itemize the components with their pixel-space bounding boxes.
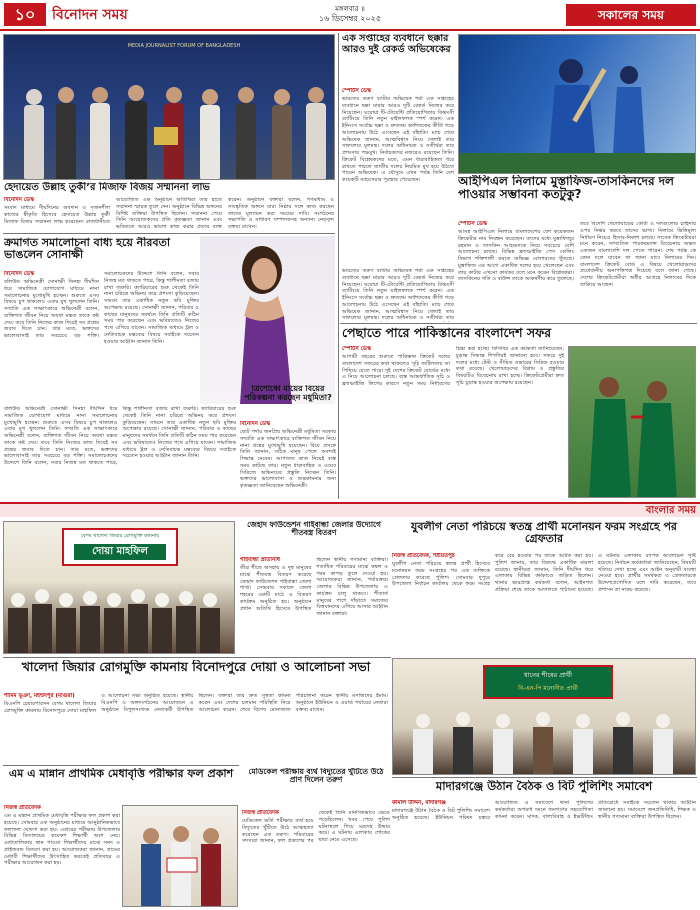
shitbastra-headline: জেহাদ ফাউন্ডেশন গাইবান্ধা জেলার উদ্যোগে শীতবস্ত্র বিতরণ xyxy=(247,521,381,538)
dowa-banner-line1: বেগম খালেদা জিয়ার রোগমুক্তি কামনায় xyxy=(80,533,160,539)
divider xyxy=(340,323,697,324)
records-body xyxy=(342,88,454,266)
award-byline: বিনোদন ডেস্ক xyxy=(4,197,35,203)
dowa-body xyxy=(4,693,388,763)
page-number-box xyxy=(4,3,46,26)
shitbastra-body xyxy=(240,557,388,655)
sonakshi-byline: বিনোদন ডেস্ক xyxy=(4,271,35,277)
scholar-body-text: এম এ মান্নান প্রাথমিক মেধাবৃত্তি পরীক্ষার ফল প্রকাশ করা হয়েছে। সোমবার এক অনুষ্ঠানের মাধ্যমে আনুষ্ঠানিকভাবে ফলাফল ঘোষণা করা হয়। এবারের পরীক্ষায় উপজেলার বিভিন্ন বিদ্যালয়ের কয়েকশ শিক্ষার্থী অংশ নেয়। মেধাতালিকায় স্থান পাওয়া শিক্ষার্থীদের মাঝে সনদ ও প্রাইজবন্ড বিতরণ করা হয়। আয়োজকরা জানান, গ্রামের মেধাবী শিক্ষার্থীদের উৎসাহিত করতেই প্রতিবছর এ পরীক্ষার আয়োজন করা হয়। xyxy=(4,813,120,867)
scholar-headline: এম এ মান্নান প্রাথমিক মেধাবৃত্তি পরীক্ষার ফল প্রকাশ xyxy=(8,768,234,780)
samabesh-headline: মাদারগঞ্জে উঠান বৈঠক ও বিট পুলিশিং সমাবেশ xyxy=(435,780,653,793)
masthead-rule xyxy=(0,29,700,31)
samabesh-body-text: মাদারগঞ্জে উঠান বৈঠক ও বিট পুলিশিং সমাবেশ অনুষ্ঠিত হয়েছে। ইউনিয়ন পরিষদ চত্বরে আয়োজিত এ সমাবেশে থানা পুলিশের কর্মকর্তারা অপরাধ দমনে জনগণের সহযোগিতা কামনা করেন। মাদক, বাল্যবিবাহ ও ইভটিজিং প্রতিরোধে সবাইকে সচেতন থাকার আহ্বান জানানো হয়। সমাবেশে জনপ্রতিনিধি, শিক্ষক ও স্থানীয় গণ্যমান্য ব্যক্তিরা উপস্থিত ছিলেন। xyxy=(392,800,696,821)
kajol-headline: ত্রিশোর্ধ্বে মায়ের বিয়ের পরিকল্পনা করছেন মধুমিতা? xyxy=(244,385,332,402)
medical-byline: নিজস্ব প্রতিবেদক xyxy=(242,810,279,816)
records-byline: স্পোর্টস ডেস্ক xyxy=(342,88,371,94)
date-line-date: ১৬ ডিসেম্বর ২০২৫ xyxy=(318,14,382,23)
scholar-photo xyxy=(122,805,238,907)
scholar-people-figures xyxy=(123,806,238,907)
chair-banner-line2: বি-এন-পি মনোনীত প্রার্থী xyxy=(518,685,578,692)
samabesh-body xyxy=(392,800,696,907)
sonakshi-body-lower xyxy=(4,406,236,498)
sonakshi-body-text: বলিউড অভিনেত্রী সোনাক্ষী সিনহা দীর্ঘদিন ধরে সামাজিক যোগাযোগ মাধ্যমে নানা সমালোচনার মুখোমুখি হচ্ছেন। শুরুতে এসব বিষয়ে চুপ থাকলেও এবার মুখ খুললেন তিনি। সম্প্রতি এক সাক্ষাৎকারে অভিনেত্রী বলেন, ব্যক্তিগত জীবন নিয়ে অযথা মন্তব্য তাকে কষ্ট দেয়। তবে তিনি নিজের কাজ দিয়েই সব প্রশ্নের জবাব দিতে চান। তার মতে, ভক্তদের ভালোবাসাই তার সবচেয়ে বড় শক্তি। সমালোচকদের উদ্দেশে তিনি বলেন, সবার নিজস্ব মত থাকতে পারে, কিন্তু শালীনতা বজায় রাখা জরুরি। ক্যারিয়ারের শুরু থেকেই তিনি নানা চরিত্রে অভিনয় করে প্রশংসা কুড়িয়েছেন। সামনে তার একাধিক নতুন ছবি মুক্তির অপেক্ষায় রয়েছে। সোনাক্ষী জানান, পরিবার ও কাছের মানুষদের সমর্থনে তিনি প্রতিটি কঠিন সময় পার করেছেন এবং ভবিষ্যতেও নিজের পথে এগিয়ে যাবেন। সামাজিক মাধ্যমে ট্রল ও নেতিবাচক মন্তব্যের বিষয়ে সবাইকে সচেতন হওয়ার আহ্বান জানান তিনি। xyxy=(4,271,199,345)
kajol-body-text: ছোট পর্দার জনপ্রিয় অভিনেত্রী মধুমিতা সরকার সম্প্রতি এক সাক্ষাৎকারে ব্যক্তিগত জীবন নিয়ে নানা প্রশ্নের মুখোমুখি হয়েছেন। বিয়ে প্রসঙ্গে তিনি জানান, সঠিক মানুষ পেলে অবশ্যই সিদ্ধান্ত নেবেন। আপাতত কাজ নিয়েই ব্যস্ত সময় কাটছে তার। নতুন ধারাবাহিক ও ওয়েব সিরিজে অভিনয়ের প্রস্তুতি নিচ্ছেন তিনি। ভক্তদের ভালোবাসা ও শুভকামনার জন্য কৃতজ্ঞতা জানিয়েছেন অভিনেত্রী। xyxy=(240,429,336,490)
brand-logo-text: সকালের সময় xyxy=(597,8,664,22)
dowa-photo xyxy=(3,521,235,654)
shitbastra-body-text: তীব্র শীতে অসহায় ও দুস্থ মানুষের মাঝে শীতবস্ত্র বিতরণ করেছে জেহাদ ফাউন্ডেশন গাইবান্ধা জেলা শাখা। সোমবার সকালে জেলা শহরের একটি মাঠে এ বিতরণ কার্যক্রম অনুষ্ঠিত হয়। অনুষ্ঠানে প্রধান অতিথি হিসেবে উপস্থিত ছিলেন স্থানীয় গণ্যমান্য ব্যক্তিরা। শতাধিক পরিবারের মাঝে কম্বল ও গরম কাপড় তুলে দেওয়া হয়। আয়োজকরা জানান, পর্যায়ক্রমে জেলার বিভিন্ন উপজেলায় এ কার্যক্রম চালু থাকবে। শীতার্ত মানুষের পাশে দাঁড়াতে সমাজের বিত্তবানদের এগিয়ে আসার আহ্বান জানান বক্তারা। xyxy=(240,557,388,617)
medical-body xyxy=(242,810,390,907)
records-headline: এক সপ্তাহের ব্যবধানে ছক্কার আরও দুই রেকর্ড অভিষেকের xyxy=(342,34,451,55)
samabesh-byline: কামাল উদ্দিন, মাদারগঞ্জ xyxy=(392,800,446,806)
dowa-crowd-figures xyxy=(4,586,235,654)
sonakshi-photo xyxy=(200,236,335,404)
divider xyxy=(3,657,391,658)
medical-body-text: মেডিকেল ভর্তি পরীক্ষায় ব্যর্থ হয়ে বিদ্যুতের খুঁটিতে উঠে আত্মহত্যা করেছেন এক তরুণ। পরিবারের সদস্যরা জানান, ফল প্রকাশের পর থেকেই তিনি মানসিকভাবে ভেঙে পড়েছিলেন। খবর পেয়ে পুলিশ ঘটনাস্থলে গিয়ে মরদেহ উদ্ধার করে। এ ঘটনায় এলাকায় শোকের ছায়া নেমে এসেছে। xyxy=(242,810,390,845)
medical-headline: মেডিকেল পরীক্ষায় ব্যর্থ বিদ্যুতের খুঁটিতে উঠে প্রাণ দিলেন তরুণ xyxy=(248,768,384,785)
dowa-banner xyxy=(62,528,178,566)
section-label: বিনোদন সময় xyxy=(52,7,128,23)
arrest-body-text: যুবলীগ নেতা পরিচয়ে স্বতন্ত্র প্রার্থী হিসেবে মনোনয়ন ফরম সংগ্রহের পর এক ব্যক্তিকে গ্রেফতার করেছে পুলিশ। সোমবার দুপুরে উপজেলা নির্বাচন কার্যালয় থেকে ফরম সংগ্রহ করে বের হওয়ার পর তাকে আটক করা হয়। পুলিশ জানায়, তার বিরুদ্ধে একাধিক মামলা রয়েছে। স্থানীয়রা জানান, তিনি দীর্ঘদিন ধরে এলাকায় বিভিন্ন কর্মকাণ্ডে জড়িত ছিলেন। থানার ভারপ্রাপ্ত কর্মকর্তা বলেন, আইনগত প্রক্রিয়া শেষে তাকে আদালতে পাঠানো হয়েছে। এ ঘটনায় এলাকায় ব্যাপক আলোচনা সৃষ্টি হয়েছে। নির্বাচন কর্মকর্তারা জানিয়েছেন, বিষয়টি খতিয়ে দেখা হচ্ছে এবং আইন অনুযায়ী ব্যবস্থা নেওয়া হবে। প্রার্থীর সমর্থকরা এ গ্রেফতারকে উদ্দেশ্যপ্রণোদিত বলে দাবি করেছেন, তবে প্রশাসন তা নাকচ করেছে। xyxy=(392,553,696,593)
award-headline: হেদায়েত উল্লাহ তুর্কী’র মিজাফ বিজয় সম্মাননা লাভ xyxy=(4,182,210,193)
pakistan-photo xyxy=(568,346,696,498)
arrest-byline: নিজস্ব প্রতিবেদক, শরীয়তপুর xyxy=(392,553,455,559)
pakistan-body xyxy=(342,346,564,498)
award-people-figures xyxy=(4,75,335,180)
sonakshi-figure xyxy=(200,236,335,404)
arrest-body xyxy=(392,553,696,655)
chair-banner-line1: ধানের শীষের প্রার্থী xyxy=(523,671,572,679)
column-divider xyxy=(338,33,339,499)
sonakshi-body-text-2: বলিউড অভিনেত্রী সোনাক্ষী সিনহা দীর্ঘদিন ধরে সামাজিক যোগাযোগ মাধ্যমে নানা সমালোচনার মুখোমুখি হচ্ছেন। শুরুতে এসব বিষয়ে চুপ থাকলেও এবার মুখ খুললেন তিনি। সম্প্রতি এক সাক্ষাৎকারে অভিনেত্রী বলেন, ব্যক্তিগত জীবন নিয়ে অযথা মন্তব্য তাকে কষ্ট দেয়। তবে তিনি নিজের কাজ দিয়েই সব প্রশ্নের জবাব দিতে চান। তার মতে, ভক্তদের ভালোবাসাই তার সবচেয়ে বড় শক্তি। সমালোচকদের উদ্দেশে তিনি বলেন, সবার নিজস্ব মত থাকতে পারে, কিন্তু শালীনতা বজায় রাখা জরুরি। ক্যারিয়ারের শুরু থেকেই তিনি নানা চরিত্রে অভিনয় করে প্রশংসা কুড়িয়েছেন। সামনে তার একাধিক নতুন ছবি মুক্তির অপেক্ষায় রয়েছে। সোনাক্ষী জানান, পরিবার ও কাছের মানুষদের সমর্থনে তিনি প্রতিটি কঠিন সময় পার করেছেন এবং ভবিষ্যতেও নিজের পথে এগিয়ে যাবেন। সামাজিক মাধ্যমে ট্রল ও নেতিবাচক মন্তব্যের বিষয়ে সবাইকে সচেতন হওয়ার আহ্বান জানান তিনি। xyxy=(4,406,236,466)
pakistan-byline: স্পোর্টস ডেস্ক xyxy=(342,346,371,352)
date-line-weekday: মঙ্গলবার ॥ xyxy=(335,5,365,13)
records-body-text: ভারতের তরুণ ব্যাটার অভিষেক শর্মা এক সপ্তাহের ব্যবধানে ছক্কা মারার আরও দুটি রেকর্ড নিজের করে নিয়েছেন। ঘরোয়া টি-টোয়েন্টি প্রতিযোগিতায় বিধ্বংসী ব্যাটিংয়ে তিনি নতুন মাইলফলক স্পর্শ করেন। এক ইনিংসে সর্বোচ্চ ছক্কা ও দ্রুততম অর্ধশতকের কীর্তি গড়ে আলোচনায় উঠে এসেছেন এই বাঁহাতি। ম্যাচ শেষে অভিষেক জানান, আত্মবিশ্বাস নিয়ে খেলাই তার সাফল্যের মূলমন্ত্র। দলের অধিনায়ক ও সতীর্থরা তার প্রশংসায় পঞ্চমুখ। নির্বাচকদের নজরেও রয়েছেন তিনি। ক্রিকেট বিশ্লেষকদের মতে, এমন ধারাবাহিকতা ধরে রাখতে পারলে জাতীয় দলের নিয়মিত মুখ হয়ে উঠতে পারেন অভিষেক। এ মৌসুমে এখন পর্যন্ত তিনি বেশ কয়েকটি ম্যাচসেরার পুরস্কার পেয়েছেন। xyxy=(342,96,454,184)
pakistan-headline: পেছাতে পারে পাকিস্তানের বাংলাদেশ সফর xyxy=(342,326,552,340)
shitbastra-byline: গাইবান্ধা প্রতিনিধি xyxy=(240,557,280,563)
scholar-byline: নিজস্ব প্রতিবেদক xyxy=(4,805,41,811)
chair-photo xyxy=(392,658,696,775)
ipl-body xyxy=(458,221,696,321)
sonakshi-headline: ক্রমাগত সমালোচনা বাধ্য হয়ে নীরবতা ভাঙলেন সোনাক্ষী xyxy=(4,237,171,262)
divider xyxy=(3,233,335,234)
arrest-headline: যুবলীগ নেতা পরিচয়ে স্বতন্ত্র প্রার্থী মনোনয়ন ফরম সংগ্রহে পর গ্রেফতার xyxy=(411,521,677,546)
section-band xyxy=(0,502,700,517)
records-body-text-2: ভারতের তরুণ ব্যাটার অভিষেক শর্মা এক সপ্তাহের ব্যবধানে ছক্কা মারার আরও দুটি রেকর্ড নিজের করে নিয়েছেন। ঘরোয়া টি-টোয়েন্টি প্রতিযোগিতায় বিধ্বংসী ব্যাটিংয়ে তিনি নতুন মাইলফলক স্পর্শ করেন। এক ইনিংসে সর্বোচ্চ ছক্কা ও দ্রুততম অর্ধশতকের কীর্তি গড়ে আলোচনায় উঠে এসেছেন এই বাঁহাতি। ম্যাচ শেষে অভিষেক জানান, আত্মবিশ্বাস নিয়ে খেলাই তার সাফল্যের মূলমন্ত্র। দলের অধিনায়ক ও সতীর্থরা তার xyxy=(342,268,454,322)
award-body-text: সংবাদ মাধ্যমে দীর্ঘদিনের অবদান ও সৃজনশীল কাজের স্বীকৃতি হিসেবে হেদায়েত উল্লাহ তুর্কী মিজাফ বিজয় সম্মাননা লাভ করেছেন। রাজধানীতে আয়োজিত এক অনুষ্ঠানে অতিথিরা তার হাতে সম্মাননা স্মারক তুলে দেন। অনুষ্ঠানে বিভিন্ন অঙ্গনের বিশিষ্ট ব্যক্তিরা উপস্থিত ছিলেন। সম্মাননা পেয়ে তিনি আয়োজকদের প্রতি কৃতজ্ঞতা জানান এবং ভবিষ্যতে আরও ভালো কাজ করার প্রত্যয় ব্যক্ত করেন। অনুষ্ঠানে বক্তারা বলেন, গণমাধ্যম ও সাংস্কৃতিক অঙ্গনে যারা নিষ্ঠার সঙ্গে কাজ করছেন তাদের মূল্যায়ন করা সময়ের দাবি। সংগঠনের সভাপতি ও সাধারণ সম্পাদকসহ অন্যান্য নেতৃবৃন্দ বক্তব্য রাখেন। xyxy=(4,197,334,230)
ipl-headline: আইপিএল নিলামে মুস্তাফিজ-তাসকিনদের দল পাওয়ার সম্ভাবনা কতটুকু? xyxy=(458,175,674,202)
records-body-lower xyxy=(342,268,454,322)
kajol-body xyxy=(240,421,336,498)
award-photo xyxy=(3,34,335,180)
brand-logo xyxy=(566,4,696,26)
dowa-banner-title: দোয়া মাহফিল xyxy=(74,544,166,560)
divider xyxy=(392,777,697,778)
page-number: ১০ xyxy=(14,5,36,24)
dowa-body-text: বিএনপি চেয়ারপারসন বেগম খালেদা জিয়ার রোগমুক্তি কামনায় বিনোদপুরে দোয়া মাহফিল ও আলোচনা সভা অনুষ্ঠিত হয়েছে। স্থানীয় বিএনপি ও অঙ্গসংগঠনের আয়োজনে এ অনুষ্ঠানে বিপুলসংখ্যক নেতাকর্মী উপস্থিত ছিলেন। বক্তারা তার দ্রুত সুস্থতা কামনা করেন এবং দেশের চলমান পরিস্থিতি নিয়ে আলোচনা করেন। শেষে বিশেষ মোনাজাত পরিচালনা করেন স্থানীয় মসজিদের ইমাম। অনুষ্ঠানে ইউনিয়ন ও ওয়ার্ড পর্যায়ের নেতারা বক্তব্য রাখেন। xyxy=(4,693,388,714)
award-banner-text: MEDIA JOURNALIST FORUM OF BANGLADESH xyxy=(127,43,241,49)
chair-banner xyxy=(483,665,613,699)
chair-people-figures xyxy=(393,709,696,775)
masthead xyxy=(0,0,700,30)
award-body xyxy=(4,197,334,231)
divider xyxy=(3,765,239,766)
dowa-headline: খালেদা জিয়ার রোগমুক্তি কামনায় বিনোদপুরে দোয়া ও আলোচনা সভা xyxy=(21,660,371,674)
ipl-byline: স্পোর্টস ডেস্ক xyxy=(458,221,487,227)
dowa-byline: শামিম ভূঞা, মহম্মদপুর (মাগুরা) xyxy=(4,693,75,699)
pakistan-body-text: আগামী বছরের শুরুতে পাকিস্তান ক্রিকেট দলের বাংলাদেশ সফরের কথা থাকলেও সূচি জটিলতায় তা পিছিয়ে যেতে পারে। দুই দেশের ক্রিকেট বোর্ডের মধ্যে এ নিয়ে আলোচনা চলছে। ব্যস্ত আন্তর্জাতিক সূচি ও ফ্র্যাঞ্চাইজি লিগের কারণে নতুন সময় নির্ধারণের চিন্তা করা হচ্ছে। বিসিবির এক কর্মকর্তা জানিয়েছেন, চূড়ান্ত সিদ্ধান্ত শিগগিরই জানানো হবে। সফরে দুই দলের মধ্যে টেস্ট ও সীমিত ওভারের সিরিজ হওয়ার কথা রয়েছে। খেলোয়াড়দের বিশ্রাম ও প্রস্তুতির বিষয়টিও বিবেচনায় রাখা হচ্ছে। ক্রিকেটপ্রেমীরা দ্রুত সূচি চূড়ান্ত হওয়ার অপেক্ষায় রয়েছেন। xyxy=(342,346,564,388)
sonakshi-body xyxy=(4,271,199,404)
records-photo xyxy=(458,34,696,174)
records-batter-figure xyxy=(459,35,696,174)
kajol-byline: বিনোদন ডেস্ক xyxy=(240,421,271,427)
scholar-body xyxy=(4,805,120,907)
section-band-title: বাংলার সময় xyxy=(645,505,696,516)
pakistan-players-figure xyxy=(569,347,696,498)
ipl-body-text: আসন্ন আইপিএল নিলামে বাংলাদেশের বেশ কয়েকজন ক্রিকেটার নাম নিবন্ধন করেছেন। তাদের মধ্যে মুস্তাফিজুর রহমান ও তাসকিন আহমেদকে নিয়ে সবচেয়ে বেশি আলোচনা চলছে। বিভিন্ন ফ্র্যাঞ্চাইজি পেস বোলিং বিভাগ শক্তিশালী করতে অভিজ্ঞ বোলারদের খুঁজছে। মুস্তাফিজ এর আগে একাধিক দলের হয়ে খেলেছেন এবং তার কাটার এখনো কার্যকর বলে মনে করেন বিশ্লেষকরা। তাসকিনের গতি ও বাউন্স তাকে আকর্ষণীয় করে তুলেছে। তবে বিদেশি খেলোয়াড়ের কোটা ও দলগুলোর চাহিদার ওপর নির্ভর করবে তাদের ভাগ্য। নিলামে ভিত্তিমূল্য নির্ধারণ নিয়েও হিসাব-নিকাশ চলছে। সাবেক ক্রিকেটাররা মনে করেন, সাম্প্রতিক পারফরম্যান্স বিবেচনায় অন্তত একজন বাংলাদেশি দল পেতে পারেন। শেষ পর্যন্ত কে কোন দলে যাবেন তা জানা যাবে নিলামের দিন। বাংলাদেশ ক্রিকেট বোর্ড এ বিষয়ে খেলোয়াড়দের প্রয়োজনীয় অনাপত্তিপত্র দিয়েছে বলে জানা গেছে। দেশের ক্রিকেটপ্রেমীরা অধীর আগ্রহে নিলামের দিকে তাকিয়ে আছেন। xyxy=(458,221,696,288)
